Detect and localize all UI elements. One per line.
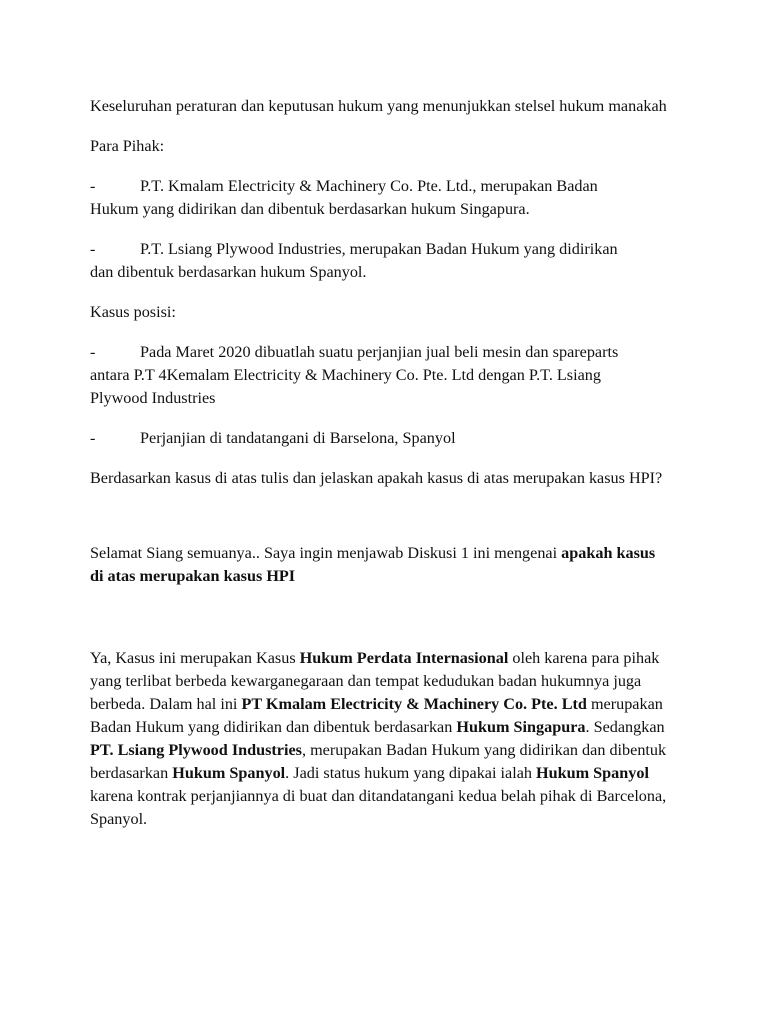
answer-bold-run: Hukum Singapura xyxy=(456,718,586,736)
greeting-bold-2: kasus di atas merupakan kasus HPI xyxy=(90,544,656,585)
party-item-1 xyxy=(90,175,690,221)
answer-text-run: . Sedangkan xyxy=(585,718,665,736)
answer-bold-run: PT Kmalam Electricity & Machinery Co. Pte. Ltd xyxy=(241,695,587,713)
answer-greeting xyxy=(90,542,670,588)
answer-text-run: , merupakan Badan Hukum yang didirikan dan dibentuk berdasarkan xyxy=(90,741,667,782)
party-2-line-1: P.T. Lsiang Plywood Industries, merupakan Badan Hukum yang didirikan xyxy=(140,240,618,258)
bullet-dash: - xyxy=(90,343,96,361)
answer-text-run: . Jadi status hukum yang dipakai ialah xyxy=(285,764,537,782)
party-2-line-2: dan dibentuk berdasarkan hukum Spanyol. xyxy=(90,263,367,281)
answer-bold-run: Hukum Perdata Internasional xyxy=(299,649,509,667)
answer-bold-run: PT. Lsiang Plywood Industries xyxy=(90,741,302,759)
case-item-1 xyxy=(90,341,690,410)
party-1-line-2: Hukum yang didirikan dan dibentuk berdasarkan hukum Singapura. xyxy=(90,200,530,218)
party-1-line-1: P.T. Kmalam Electricity & Machinery Co. Pte. Ltd., merupakan Badan xyxy=(140,177,598,195)
bullet-dash: - xyxy=(90,177,96,195)
case-item-2 xyxy=(90,427,690,450)
answer-text-run: oleh karena para pihak yang terlibat berbeda kewarganegaraan dan tempat kedudukan badan hukumnya juga berbeda. Dalam hal ini xyxy=(90,649,660,713)
answer-bold-run: Hukum Spanyol xyxy=(172,764,286,782)
question-intro: Keseluruhan peraturan dan keputusan hukum yang menunjukkan stelsel hukum manakah xyxy=(90,97,667,115)
question-prompt: Berdasarkan kasus di atas tulis dan jelaskan apakah kasus di atas merupakan kasus HPI? xyxy=(90,469,663,487)
document-page xyxy=(90,95,690,831)
case-2-line-1: Perjanjian di tandatangani di Barselona, Spanyol xyxy=(140,429,456,447)
case-1-line-3: Plywood Industries xyxy=(90,389,216,407)
parties-heading: Para Pihak: xyxy=(90,137,165,155)
answer-text-run: Ya, Kasus ini merupakan Kasus xyxy=(90,649,300,667)
bullet-dash: - xyxy=(90,240,96,258)
greeting-text: Selamat Siang semuanya.. Saya ingin menjawab Diskusi 1 ini mengenai xyxy=(90,544,562,562)
answer-text-run: karena kontrak perjanjiannya di buat dan ditandatangani kedua belah pihak di Barcelona, Spanyol. xyxy=(90,787,667,828)
case-heading: Kasus posisi: xyxy=(90,303,176,321)
answer-text-run: merupakan Badan Hukum yang didirikan dan dibentuk berdasarkan xyxy=(90,695,663,736)
greeting-bold-1: apakah xyxy=(561,544,613,562)
bullet-dash: - xyxy=(90,429,96,447)
party-item-2 xyxy=(90,238,690,284)
case-1-line-2: antara P.T 4Kemalam Electricity & Machinery Co. Pte. Ltd dengan P.T. Lsiang xyxy=(90,366,601,384)
case-1-line-1: Pada Maret 2020 dibuatlah suatu perjanjian jual beli mesin dan spareparts xyxy=(140,343,619,361)
answer-body xyxy=(90,647,678,831)
answer-bold-run: Hukum Spanyol xyxy=(536,764,649,782)
